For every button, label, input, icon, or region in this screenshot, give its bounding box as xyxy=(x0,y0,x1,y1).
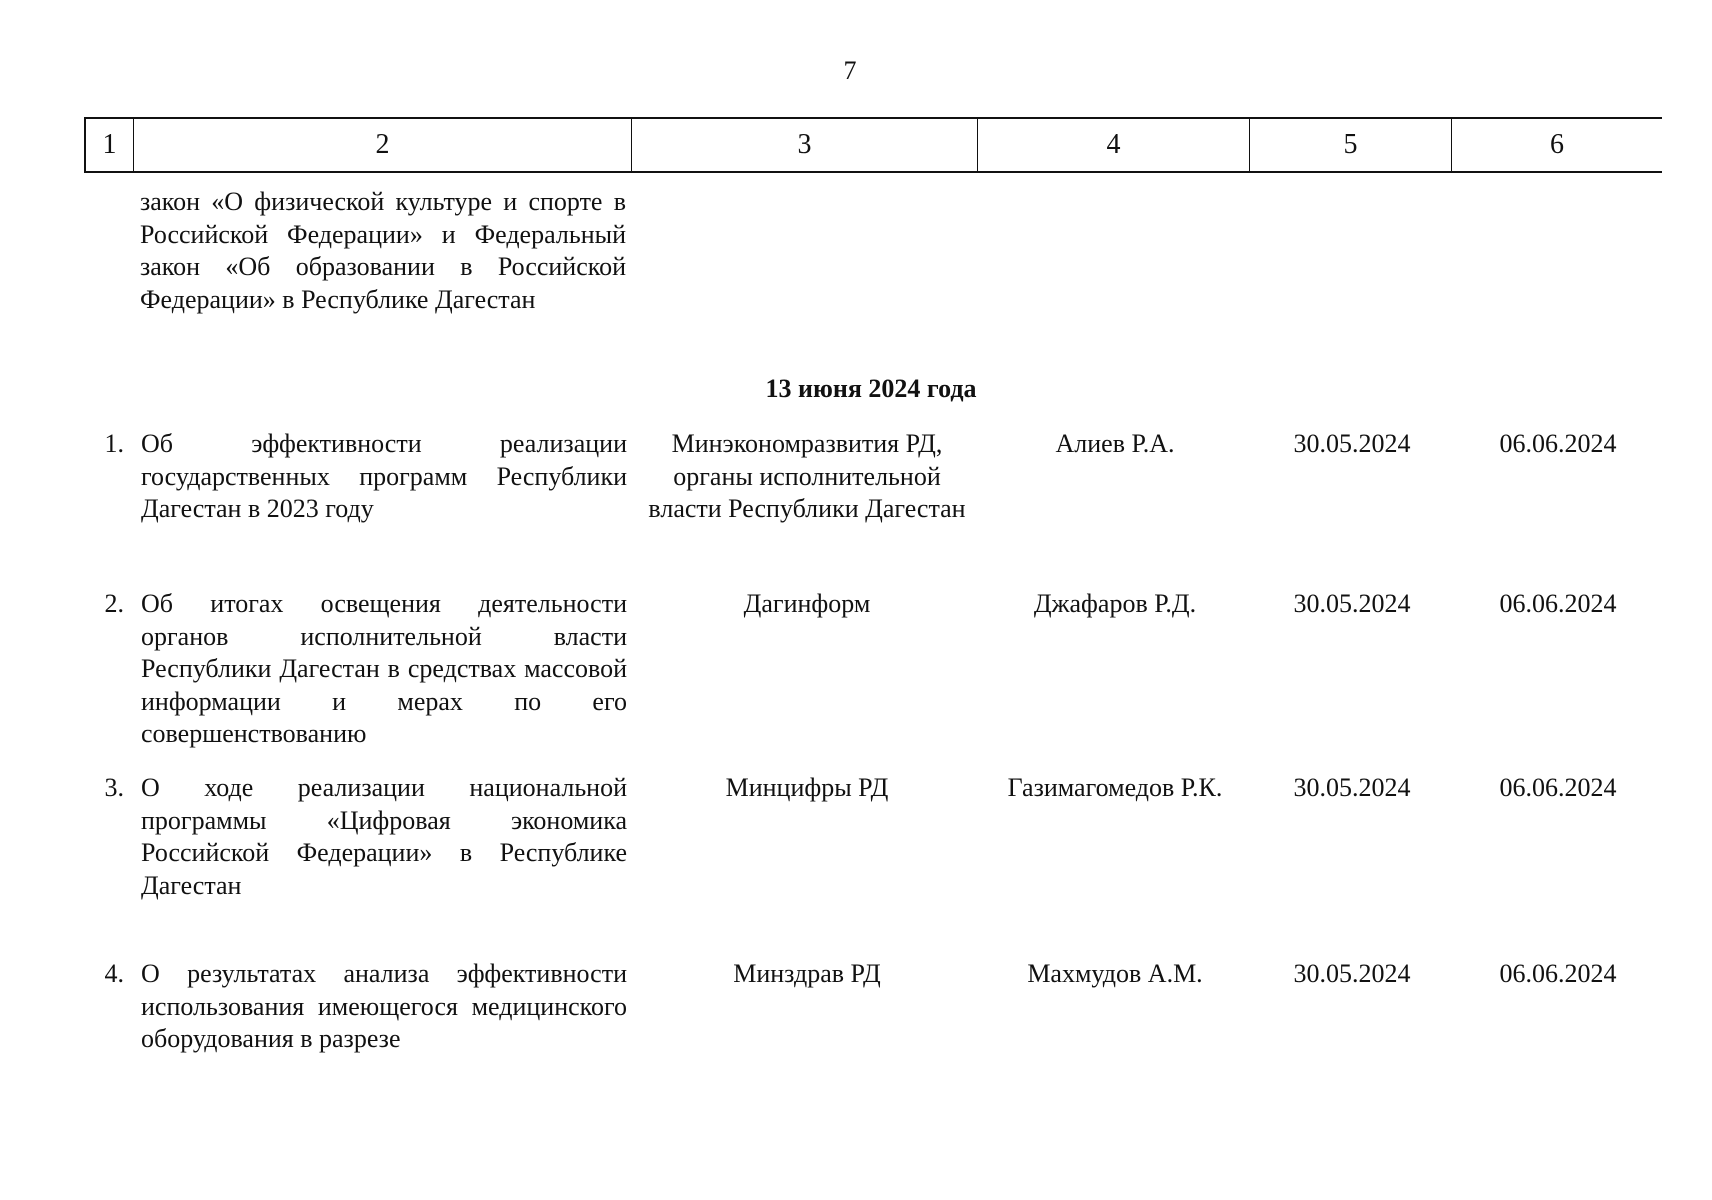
header-cell-3: 3 xyxy=(632,119,978,171)
row-responsible: Газимагомедов Р.К. xyxy=(1007,773,1223,802)
header-cell-6: 6 xyxy=(1550,129,1564,160)
row-number: 2. xyxy=(104,589,124,618)
row-organization: Минздрав РД xyxy=(733,959,881,988)
header-cell-4: 4 xyxy=(978,119,1250,171)
row-number: 1. xyxy=(104,429,124,458)
row-responsible: Махмудов А.М. xyxy=(1027,959,1203,988)
section-date-heading: 13 июня 2024 года xyxy=(765,374,977,403)
row-title: Об итогах освещения деятельности органов исполнительной власти Республики Дагестан в средствах массовой информации и мерах по его совершенствованию xyxy=(141,589,627,748)
row-organization: Минцифры РД xyxy=(725,773,889,802)
header-cell-2: 2 xyxy=(134,119,632,171)
row-number: 4. xyxy=(104,959,124,988)
row-responsible: Алиев Р.А. xyxy=(1055,429,1175,458)
header-cell-1: 1 xyxy=(84,119,134,171)
continuation-text: закон «О физической культуре и спорте в Российской Федерации» и Федеральный закон «Об образовании в Российской Федерации» в Республике Дагестан xyxy=(140,187,626,314)
row-number: 3. xyxy=(104,773,124,802)
row-responsible: Джафаров Р.Д. xyxy=(1033,589,1197,618)
row-date-review: 06.06.2024 xyxy=(1499,959,1617,988)
row-date-review: 06.06.2024 xyxy=(1499,773,1617,802)
row-title: О ходе реализации национальной программы «Цифровая экономика Российской Федерации» в Республике Дагестан xyxy=(141,773,627,900)
page-number: 7 xyxy=(843,56,857,85)
row-date-submit: 30.05.2024 xyxy=(1293,959,1411,988)
row-date-submit: 30.05.2024 xyxy=(1293,429,1411,458)
header-cell-5: 5 xyxy=(1250,119,1452,171)
row-title: Об эффективности реализации государственных программ Республики Дагестан в 2023 году xyxy=(141,429,627,523)
row-date-submit: 30.05.2024 xyxy=(1293,773,1411,802)
row-date-review: 06.06.2024 xyxy=(1499,589,1617,618)
row-date-submit: 30.05.2024 xyxy=(1293,589,1411,618)
row-organization: Дагинформ xyxy=(743,589,871,618)
row-organization: Минэкономразвития РД, органы исполнительной власти Республики Дагестан xyxy=(648,429,966,523)
row-date-review: 06.06.2024 xyxy=(1499,429,1617,458)
row-title: О результатах анализа эффективности использования имеющегося медицинского оборудования в разрезе xyxy=(141,959,627,1053)
table-header-row xyxy=(84,119,1662,173)
